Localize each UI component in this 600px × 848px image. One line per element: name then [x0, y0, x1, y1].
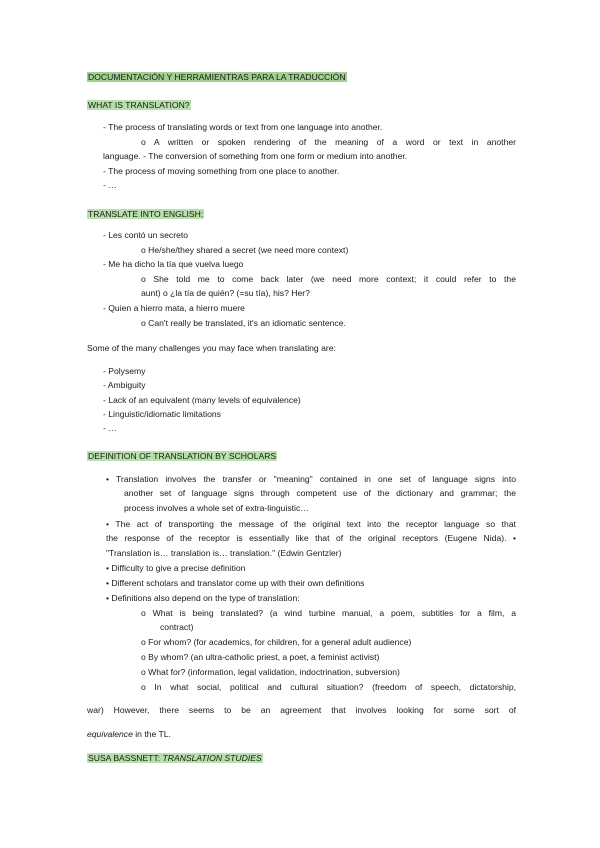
emphasis-equivalence: equivalence — [87, 729, 133, 739]
challenges-intro: Some of the many challenges you may face when translating are: — [87, 343, 336, 353]
heading-definition-by-scholars — [87, 451, 277, 462]
text-line: o He/she/they shared a secret (we need more context) — [141, 245, 349, 255]
text-line: language. - The conversion of something from one form or medium into another. — [103, 151, 408, 161]
heading-text: WHAT IS TRANSLATION? — [88, 100, 190, 110]
heading-author: SUSA BASSNETT: — [88, 753, 163, 763]
heading-susa-bassnett — [87, 753, 263, 764]
text-line: process involves a whole set of extra-linguistic… — [124, 503, 309, 513]
text-line: aunt) o ¿la tía de quién? (=su tía), his? Her? — [141, 288, 310, 298]
text-line: - Les contó un secreto — [103, 230, 189, 240]
list-item: - Ambiguity — [103, 380, 146, 390]
list-item: - … — [103, 423, 117, 433]
text-line: • Definitions also depend on the type of translation: — [106, 593, 300, 603]
list-item: - Linguistic/idiomatic limitations — [103, 409, 221, 419]
text-line: • Different scholars and translator come up with their own definitions — [106, 578, 365, 588]
text-line: another set of language signs through competent use of the dictionary and grammar; the — [124, 488, 516, 498]
text-line: o For whom? (for academics, for children, for a general adult audience) — [141, 637, 412, 647]
text-fragment: in the TL. — [132, 729, 171, 739]
text-line: contract) — [160, 622, 194, 632]
list-item: - Lack of an equivalent (many levels of equivalence) — [103, 395, 301, 405]
document-title — [87, 72, 347, 83]
text-line: - The process of translating words or text from one language into another. — [103, 122, 383, 132]
text-line: o A written or spoken rendering of the meaning of a word or text in another — [141, 137, 516, 147]
text-line: the response of the receptor is essentially like that of the original receptors (Eugene Nida). • — [106, 533, 516, 543]
heading-text — [87, 753, 263, 763]
text-line: o What is being translated? (a wind turbine manual, a poem, subtitles for a film, a — [141, 608, 516, 618]
heading-text: DEFINITION OF TRANSLATION BY SCHOLARS — [88, 451, 277, 461]
text-line: o She told me to come back later (we need more context; it could refer to the — [141, 274, 516, 284]
text-line: - Me ha dicho la tía que vuelva luego — [103, 259, 244, 269]
text-line: o Can't really be translated, it's an idiomatic sentence. — [141, 318, 346, 328]
heading-text: TRANSLATE INTO ENGLISH: — [88, 209, 204, 219]
heading-translate-into-english — [87, 209, 204, 220]
text-line: war) However, there seems to be an agreement that involves looking for some sort of — [87, 705, 516, 715]
text-line: "Translation is… translation is… translation." (Edwin Gentzler) — [106, 548, 342, 558]
heading-what-is-translation — [87, 100, 191, 111]
text-line: o What for? (information, legal validation, indoctrination, subversion) — [141, 667, 400, 677]
text-line — [87, 729, 171, 740]
text-line: - Quien a hierro mata, a hierro muere — [103, 303, 245, 313]
text-line: - The process of moving something from one place to another. — [103, 166, 340, 176]
text-line: • Difficulty to give a precise definition — [106, 563, 246, 573]
heading-book-title: TRANSLATION STUDIES — [162, 753, 262, 763]
title-text: DOCUMENTACIÓN Y HERRAMIENTRAS PARA LA TRADUCCIÓN — [88, 72, 346, 82]
text-line: - … — [103, 180, 117, 190]
text-line: o In what social, political and cultural situation? (freedom of speech, dictatorship, — [141, 682, 516, 692]
text-line: o By whom? (an ultra-catholic priest, a poet, a feminist activist) — [141, 652, 380, 662]
text-line: • The act of transporting the message of the original text into the receptor language so that — [106, 519, 516, 529]
text-line: • Translation involves the transfer or "meaning" contained in one set of language signs into — [106, 474, 516, 484]
list-item: - Polysemy — [103, 366, 146, 376]
